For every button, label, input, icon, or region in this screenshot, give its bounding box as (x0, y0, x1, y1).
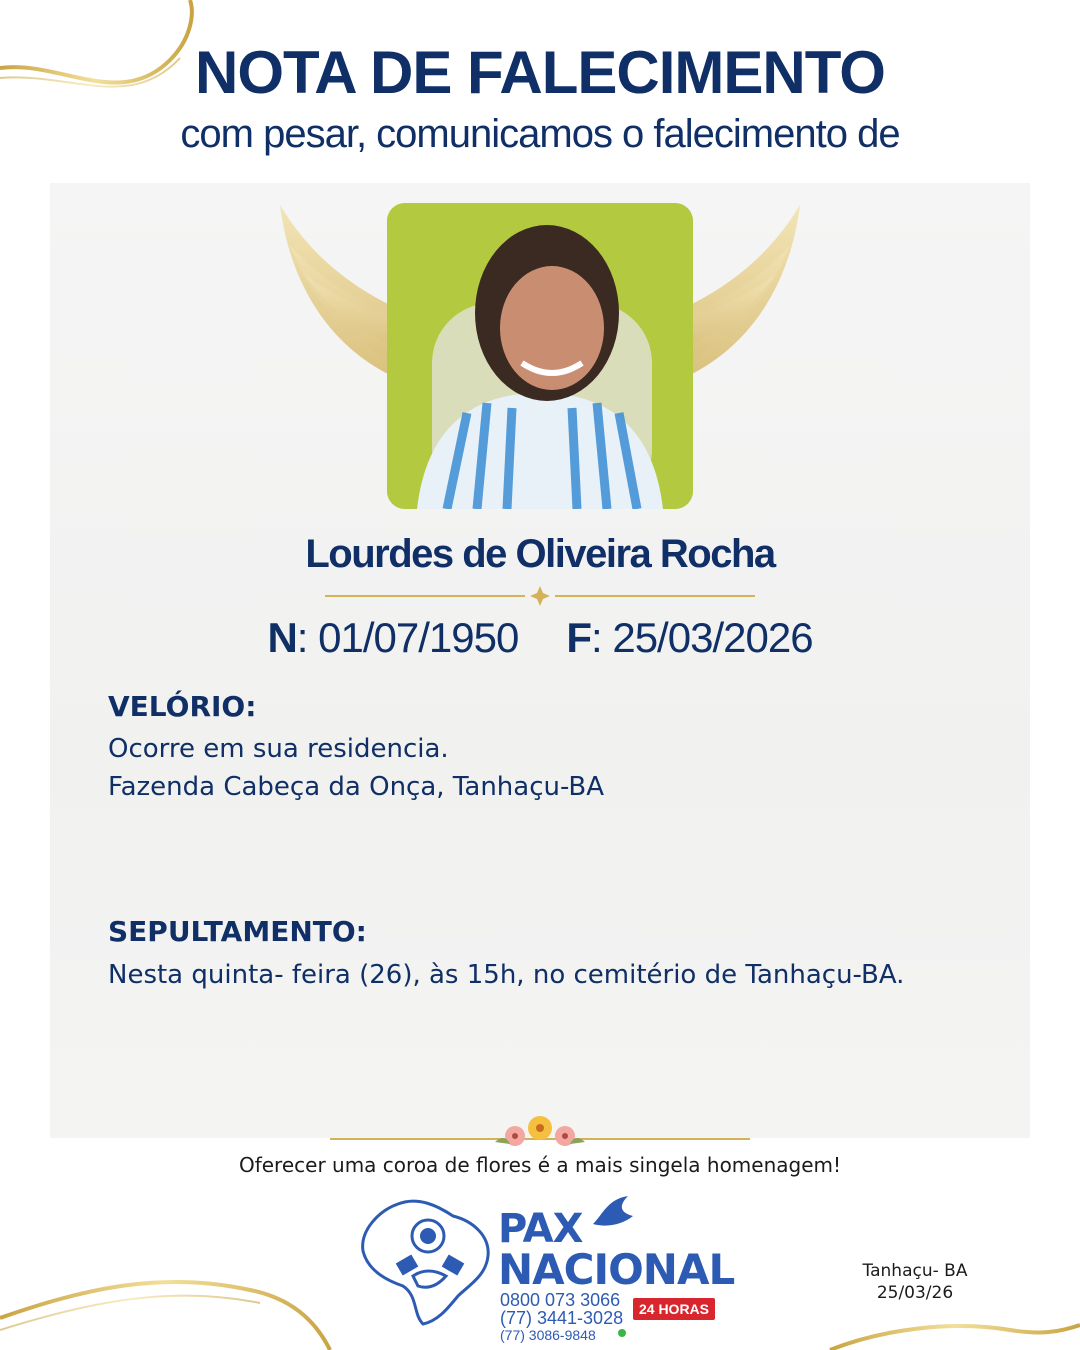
flowers-icon (330, 1108, 750, 1158)
gold-divider (325, 586, 755, 606)
life-dates: N: 01/07/1950 F: 25/03/2026 (267, 614, 813, 661)
page-title: NOTA DE FALECIMENTO (195, 39, 885, 106)
death-date: 25/03/2026 (612, 614, 813, 661)
page-subtitle: com pesar, comunicamos o falecimento de (180, 112, 900, 156)
footer-location (840, 1260, 990, 1304)
velorio-line2: Fazenda Cabeça da Onça, Tanhaçu-BA (108, 772, 605, 802)
whatsapp-icon (618, 1329, 626, 1337)
deceased-photo (387, 203, 693, 509)
footer-city: Tanhaçu- BA (862, 1261, 968, 1281)
brand-name-line1: PAX (498, 1206, 583, 1252)
phone-landline: (77) 3441-3028 (500, 1308, 624, 1328)
phone-tollfree: 0800 073 3066 (500, 1290, 621, 1310)
brazil-map-icon (358, 1196, 498, 1328)
birth-label: N (267, 614, 297, 661)
phone-whatsapp: (77) 3086-9848 (500, 1327, 596, 1343)
birth-date: 01/07/1950 (318, 614, 519, 661)
24h-badge: 24 HORAS (633, 1298, 715, 1320)
death-label: F (566, 614, 591, 661)
dove-icon (588, 1194, 638, 1234)
sepultamento-line1: Nesta quinta- feira (26), às 15h, no cemitério de Tanhaçu-BA. (108, 960, 905, 990)
sparkle-icon (530, 586, 550, 606)
velorio-label: VELÓRIO: (108, 690, 257, 723)
tagline: Oferecer uma coroa de flores é a mais singela homenagem! (238, 1153, 842, 1177)
footer-date: 25/03/26 (876, 1283, 954, 1303)
sepultamento-label: SEPULTAMENTO: (108, 915, 367, 948)
deceased-name: Lourdes de Oliveira Rocha (305, 532, 775, 576)
velorio-line1: Ocorre em sua residencia. (108, 734, 449, 764)
brand-name-line2: NACIONAL (498, 1245, 735, 1294)
handshake-icon (396, 1254, 465, 1287)
